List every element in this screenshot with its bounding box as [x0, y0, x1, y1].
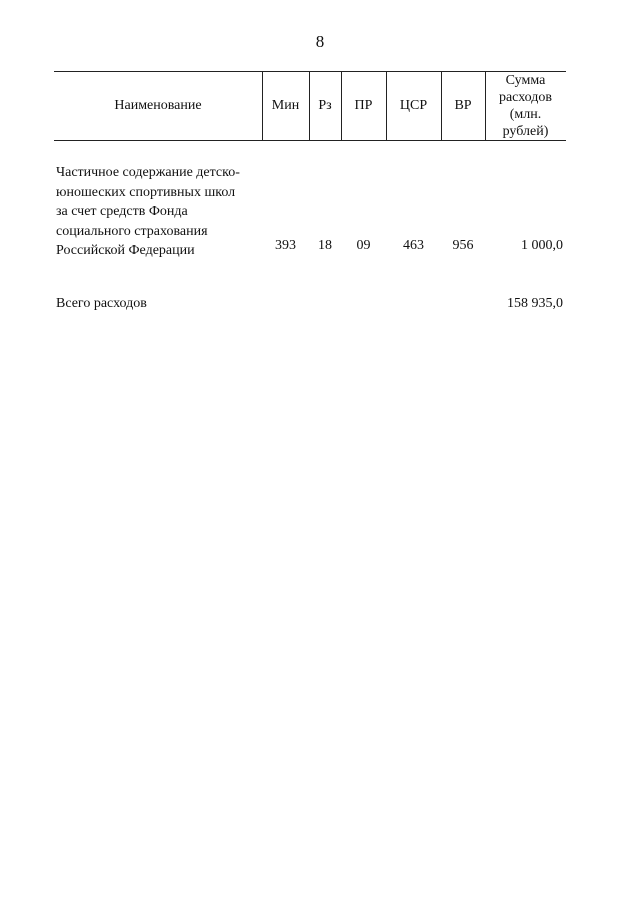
row-min: 393: [275, 238, 296, 253]
row-name-line: за счет средств Фонда: [56, 204, 188, 219]
row-csr: 463: [403, 238, 424, 253]
row-sum: 1 000,0: [521, 238, 563, 253]
header-sum-line: Сумма: [505, 72, 546, 88]
header-sum-line: расходов: [498, 89, 553, 105]
header-min: Мин: [271, 98, 300, 113]
row-name-line: Российской Федерации: [56, 243, 195, 258]
header-sum-line: (млн.: [509, 106, 542, 122]
header-pr: ПР: [354, 98, 373, 113]
header-csr: ЦСР: [399, 98, 428, 113]
page-number: 8: [315, 32, 325, 51]
header-rz: Рз: [318, 98, 332, 113]
row-name-line: Частичное содержание детско-: [56, 165, 240, 180]
total-sum: 158 935,0: [507, 296, 563, 311]
row-name-line: юношеских спортивных школ: [56, 184, 236, 200]
row-pr: 09: [356, 238, 371, 253]
header-vr: ВР: [454, 98, 472, 113]
header-sum: [485, 71, 566, 140]
header-name: Наименование: [114, 98, 202, 113]
header-bottom-rule: [54, 140, 566, 141]
row-vr: 956: [452, 238, 474, 253]
header-sum-line: рублей): [502, 123, 549, 139]
row-name-line: социального страхования: [56, 223, 208, 239]
total-label: Всего расходов: [56, 296, 147, 311]
row-rz: 18: [318, 238, 332, 253]
row-name: [56, 163, 276, 261]
